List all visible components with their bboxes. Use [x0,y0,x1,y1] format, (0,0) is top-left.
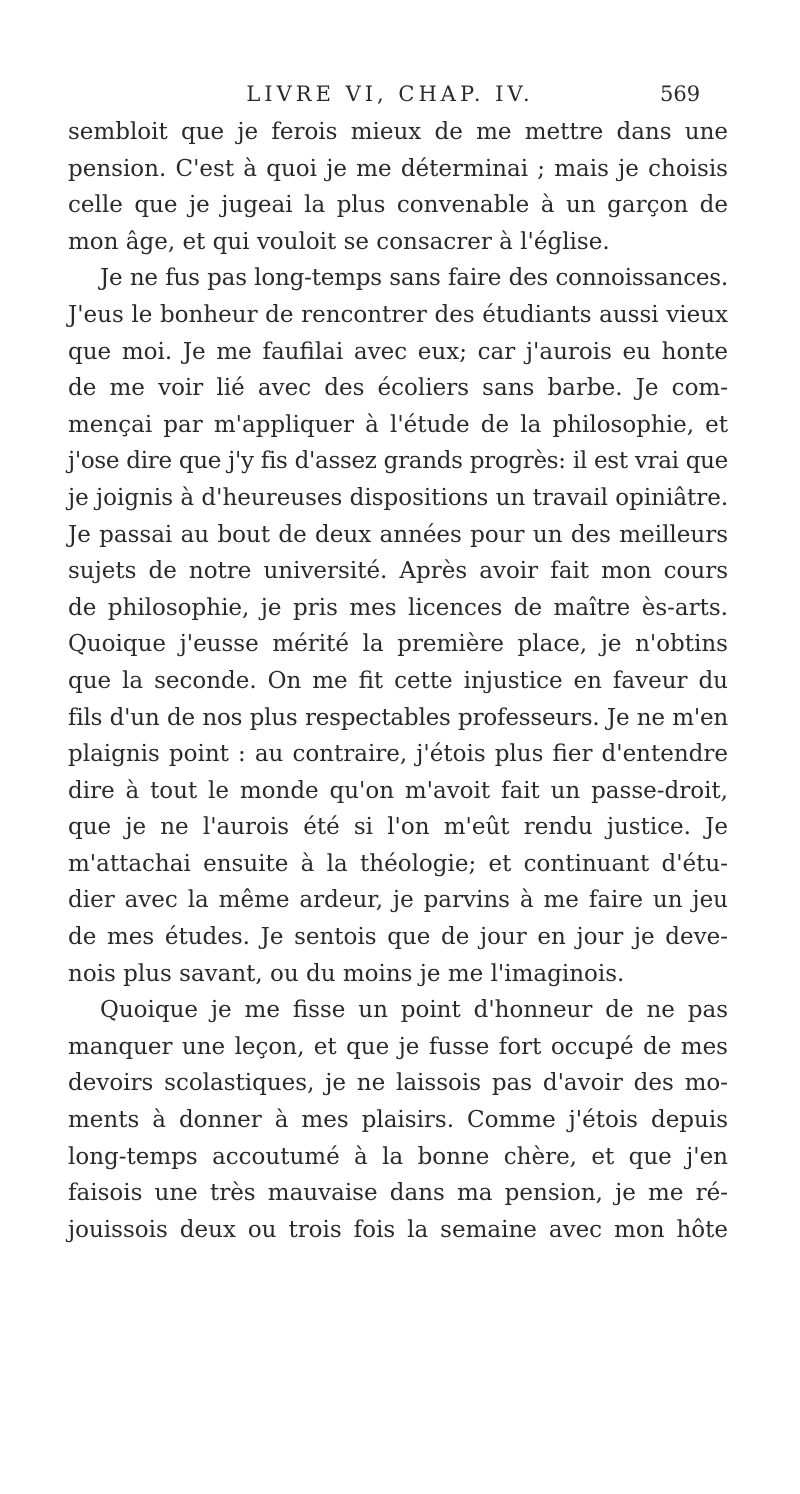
text-line: de philosophie, je pris mes licences de maître ès-arts. [68,594,728,621]
text-line: faisois une très mauvaise dans ma pension, je me ré- [68,1180,728,1207]
text-line: ments à donner à mes plaisirs. Comme j'étois depuis [68,1107,728,1134]
text-line: dire à tout le monde qu'on m'avoit fait un passe-droit, [68,777,728,804]
text-line: que je ne l'aurois été si l'on m'eût rendu justice. Je [68,814,728,841]
text-line: long-temps accoutumé à la bonne chère, et que j'en [68,1143,728,1170]
text-line: de me voir lié avec des écoliers sans barbe. Je com- [68,375,728,402]
running-head: LIVRE VI, CHAP. IV. [246,82,534,106]
text-line: sujets de notre université. Après avoir fait mon cours [68,558,728,585]
text-line: jouissois deux ou trois fois la semaine avec mon hôte [68,1216,728,1243]
text-line: manquer une leçon, et que je fusse fort occupé de mes [68,1033,728,1060]
text-line: fils d'un de nos plus respectables professeurs. Je ne m'en [68,704,728,731]
text-line: que la seconde. On me fit cette injustice en faveur du [68,667,728,694]
body-text [68,114,728,1248]
text-line: Quoique j'eusse mérité la première place, je n'obtins [68,631,728,658]
paragraph-start-line: Je ne fus pas long-temps sans faire des connoissances. [100,265,728,292]
page-number: 569 [660,82,701,106]
text-line: mençai par m'appliquer à l'étude de la philosophie, et [68,411,728,438]
text-line: J'eus le bonheur de rencontrer des étudiants aussi vieux [68,301,728,328]
text-line: celle que je jugeai la plus convenable à un garçon de [68,192,728,219]
text-line: plaignis point : au contraire, j'étois plus fier d'entendre [68,741,728,768]
text-line: dier avec la même ardeur, je parvins à me faire un jeu [68,887,728,914]
text-line: Je passai au bout de deux années pour un des meilleurs [68,521,728,548]
text-line: sembloit que je ferois mieux de me mettre dans une [68,119,728,145]
text-line: j'ose dire que j'y fis d'assez grands progrès: il est vrai que [68,448,728,475]
text-line: de mes études. Je sentois que de jour en jour je deve- [68,924,728,951]
text-line: mon âge, et qui vouloit se consacrer à l'église. [68,228,610,255]
text-line: nois plus savant, ou du moins je me l'imaginois. [68,960,625,987]
text-line: m'attachai ensuite à la théologie; et continuant d'étu- [68,850,728,877]
text-line: je joignis à d'heureuses dispositions un travail opiniâtre. [68,484,729,511]
text-line: pension. C'est à quoi je me déterminai ; mais je choisis [68,155,728,182]
text-line: devoirs scolastiques, je ne laissois pas d'avoir des mo- [68,1070,728,1097]
paragraph-start-line: Quoique je me fisse un point d'honneur de ne pas [100,997,728,1024]
text-line: que moi. Je me faufilai avec eux; car j'aurois eu honte [68,338,728,365]
